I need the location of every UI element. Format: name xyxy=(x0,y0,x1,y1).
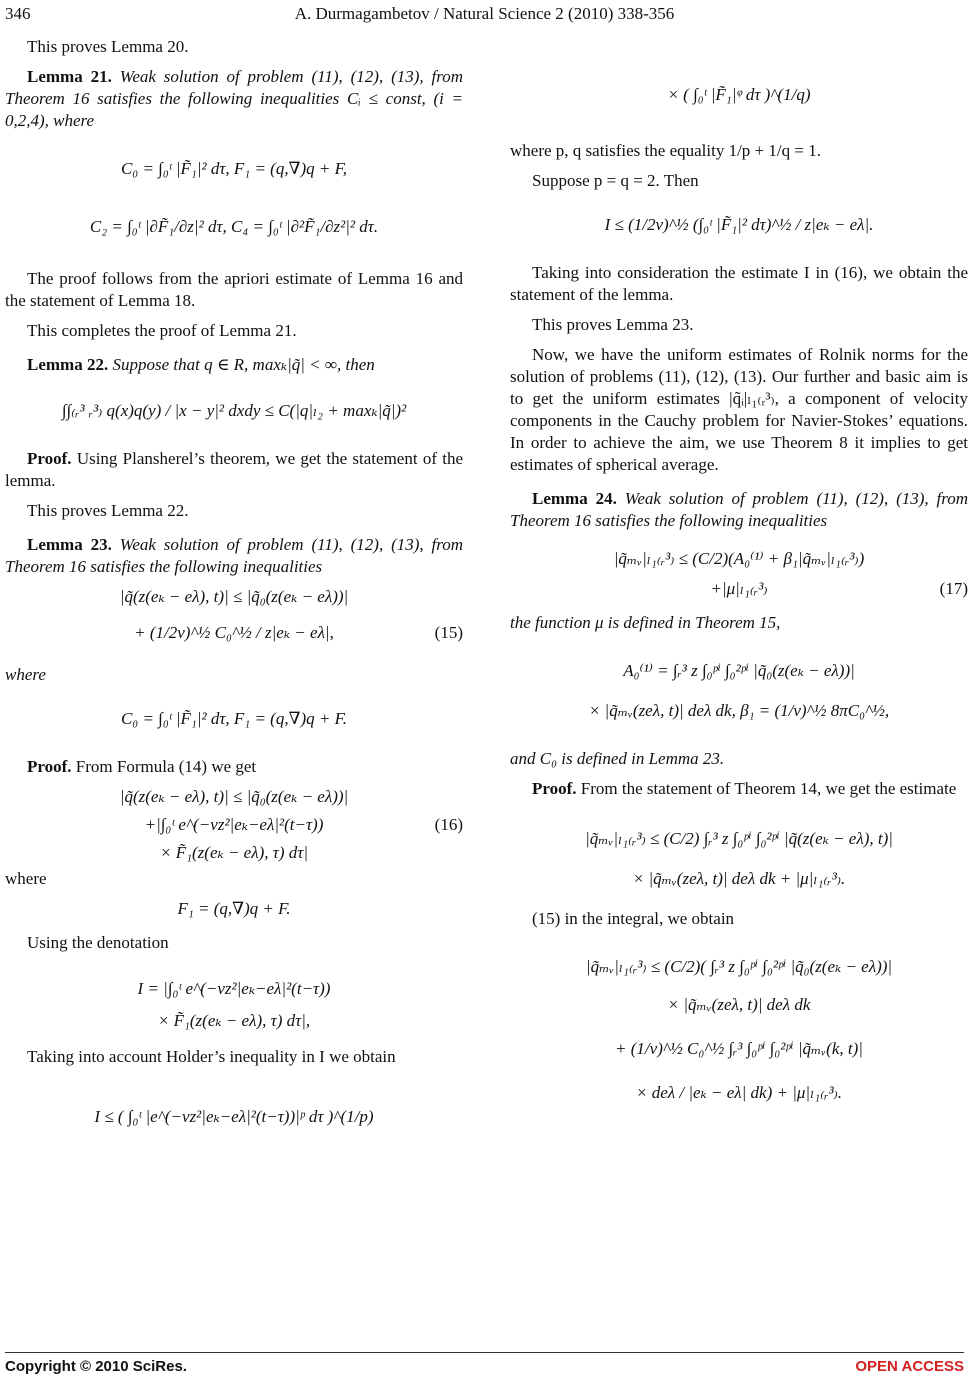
lemma-23-label: Lemma 23. xyxy=(27,535,112,554)
lemma-24-text: Weak solution of problem (11), (12), (13), from Theorem 16 satisfies the following inequalities xyxy=(510,489,969,530)
proof-23-text: From Formula (14) we get xyxy=(75,757,257,776)
equation-17-line-1: |q̃ₘᵥ|ₗ₁₍ᵣ³₎ ≤ (C/2)(A₀⁽¹⁾ + β₁|q̃ₘᵥ|ₗ₁₍ᵣ³₎) xyxy=(613,549,865,568)
open-access-label: OPEN ACCESS xyxy=(855,1358,964,1375)
proof-24 xyxy=(510,778,968,800)
proof-24-text: From the statement of Theorem 14, we get the estimate xyxy=(580,779,957,798)
page-header xyxy=(0,2,969,26)
equation-A-line-1: A₀⁽¹⁾ = ∫ᵣ³ z ∫₀ᵖⁱ ∫₀²ᵖⁱ |q̃₀(z(eₖ − eλ))| xyxy=(623,661,855,680)
equation-final-line-4: × deλ / |eₖ − eλ| dk) + |μ|ₗ₁₍ᵣ³₎. xyxy=(635,1083,843,1102)
page-number: 346 xyxy=(5,4,31,23)
lemma-23-c0-equation: C₀ = ∫₀ᵗ |F̃₁|² dτ, F₁ = (q,∇)q + F. xyxy=(120,709,348,728)
holder-equation: I ≤ ( ∫₀ᵗ |e^(−νz²|eₖ−eλ|²(t−τ))|ᵖ dτ )^(1/p) xyxy=(94,1107,374,1126)
equation-17-number: (17) xyxy=(939,579,968,598)
equation-final-line-3: + (1/ν)^½ C₀^½ ∫ᵣ³ ∫₀ᵖⁱ ∫₀²ᵖⁱ |q̃ₘᵥ(k, t)| xyxy=(615,1039,863,1058)
holder-text: Taking into account Holder’s inequality in I we obtain xyxy=(27,1047,396,1066)
proves-lemma-20: This proves Lemma 20. xyxy=(27,37,189,56)
pq-equality: where p, q satisfies the equality 1/p + 1/q = 1. xyxy=(510,141,821,160)
taking-consideration: Taking into consideration the estimate I in (16), we obtain the statement of the lemma. xyxy=(510,263,968,304)
now-paragraph: Now, we have the uniform estimates of Rolnik norms for the solution of problems (11), (12), (13). Our further and basic aim is to get the uniform estimates |q̃ᵢ|ₗ₁₍ᵣ³₎, a component of velocity components in the Cauchy problem for Navier-Stokes’ equations. In order to achieve the aim, we use Theorem 8 it implies to get estimates of spherical average. xyxy=(510,345,968,474)
lemma-21-text: Weak solution of problem (11), (12), (13), from Theorem 16 satisfies the following inequalities Cᵢ ≤ const, (i = 0,2,4), where xyxy=(5,67,464,130)
equation-proof-line-1: |q̃ₘᵥ|ₗ₁₍ᵣ³₎ ≤ (C/2) ∫ᵣ³ z ∫₀ᵖⁱ ∫₀²ᵖⁱ |q̃(z(eₖ − eλ), t)| xyxy=(585,829,893,848)
suppose-p-q: Suppose p = q = 2. Then xyxy=(532,171,699,190)
equation-16-line-1: |q̃(z(eₖ − eλ), t)| ≤ |q̃₀(z(eₖ − eλ))| xyxy=(119,787,349,806)
equation-16-number: (16) xyxy=(434,815,463,834)
lemma-22-text: Suppose that q ∈ R, maxₖ|q̃| < ∞, then xyxy=(112,355,375,374)
footer-rule xyxy=(5,1352,964,1353)
and-c0-defined: and C₀ is defined in Lemma 23. xyxy=(510,749,725,768)
equation-15-line-1: |q̃(z(eₖ − eλ), t)| ≤ |q̃₀(z(eₖ − eλ))| xyxy=(119,587,349,606)
lemma-23-text: Weak solution of problem (11), (12), (13), from Theorem 16 satisfies the following inequalities xyxy=(5,535,464,576)
copyright: Copyright © 2010 SciRes. xyxy=(5,1358,187,1375)
equation-15-number: (15) xyxy=(434,623,463,642)
lemma-21-statement xyxy=(5,66,463,132)
lemma-24-statement xyxy=(510,488,968,532)
lemma-21-complete: This completes the proof of Lemma 21. xyxy=(27,321,297,340)
lemma-22-proof xyxy=(5,448,463,492)
function-mu: the function μ is defined in Theorem 15, xyxy=(510,613,781,632)
proof-24-label: Proof. xyxy=(532,779,577,798)
in-the-integral: (15) in the integral, we obtain xyxy=(532,909,735,928)
lemma-22-proof-text: Using Plansherel’s theorem, we get the statement of the lemma. xyxy=(5,449,464,490)
using-denotation: Using the denotation xyxy=(27,933,169,952)
equation-final-line-1: |q̃ₘᵥ|ₗ₁₍ᵣ³₎ ≤ (C/2)( ∫ᵣ³ z ∫₀ᵖⁱ ∫₀²ᵖⁱ |q̃₀(z(eₖ − eλ))| xyxy=(585,957,893,976)
equation-proof-line-2: × |q̃ₘᵥ(zeλ, t)| deλ dk + |μ|ₗ₁₍ᵣ³₎. xyxy=(632,869,846,888)
equation-16-line-2: +|∫₀ᵗ e^(−νz²|eₖ−eλ|²(t−τ)) (16) xyxy=(144,815,463,834)
proof-23 xyxy=(5,756,463,778)
left-column xyxy=(5,36,463,1138)
equation-A-line-2: × |q̃ₘᵥ(zeλ, t)| deλ dk, β₁ = (1/ν)^½ 8πC₀^½, xyxy=(588,701,890,720)
lemma-22-label: Lemma 22. xyxy=(27,355,109,374)
lemma-22-proof-label: Proof. xyxy=(27,449,72,468)
proves-lemma-22: This proves Lemma 22. xyxy=(27,501,189,520)
lemma-21-equation-1: C₀ = ∫₀ᵗ |F̃₁|² dτ, F₁ = (q,∇)q + F, xyxy=(120,159,348,178)
equation-I-estimate: I ≤ (1/2ν)^½ (∫₀ᵗ |F̃₁|² dτ)^½ / z|eₖ − eλ|. xyxy=(604,215,874,234)
equation-16-line-3: × F̃₁(z(eₖ − eλ), τ) dτ| xyxy=(160,843,308,862)
lemma-23-statement xyxy=(5,534,463,578)
where-1: where xyxy=(5,665,46,684)
f1-equation: F₁ = (q,∇)q + F. xyxy=(177,899,291,918)
equation-final-line-2: × |q̃ₘᵥ(zeλ, t)| deλ dk xyxy=(667,995,811,1014)
lemma-21-equation-2: C₂ = ∫₀ᵗ |∂F̃₁/∂z|² dτ, C₄ = ∫₀ᵗ |∂²F̃₁/∂z²|² dτ. xyxy=(89,217,379,236)
lemma-24-label: Lemma 24. xyxy=(532,489,617,508)
equation-17-line-2: +|μ|ₗ₁₍ᵣ³₎ (17) xyxy=(710,579,968,598)
proves-lemma-23: This proves Lemma 23. xyxy=(532,315,694,334)
equation-I-line-1: I = |∫₀ᵗ e^(−νz²|eₖ−eλ|²(t−τ)) xyxy=(137,979,331,998)
equation-I-line-2: × F̃₁(z(eₖ − eλ), τ) dτ|, xyxy=(157,1011,311,1030)
where-2: where xyxy=(5,869,47,888)
right-column xyxy=(510,36,968,1114)
lemma-21-proof: The proof follows from the apriori estimate of Lemma 16 and the statement of Lemma 18. xyxy=(5,269,463,310)
page-footer xyxy=(5,1358,964,1380)
running-head: A. Durmagambetov / Natural Science 2 (2010) 338-356 xyxy=(294,4,675,23)
proof-23-label: Proof. xyxy=(27,757,72,776)
equation-15-line-2: + (1/2ν)^½ C₀^½ / z|eₖ − eλ|, (15) xyxy=(134,623,463,642)
lemma-22-equation: ∫∫₍ᵣ³ ᵣ³₎ q(x)q(y) / |x − y|² dxdy ≤ C(|q|ₗ₂ + maxₖ|q̃|)² xyxy=(61,401,407,420)
holder-equation-2: × ( ∫₀ᵗ |F̃₁|ᵠ dτ )^(1/q) xyxy=(667,85,811,104)
lemma-22-statement xyxy=(5,354,463,376)
lemma-21-label: Lemma 21. xyxy=(27,67,112,86)
